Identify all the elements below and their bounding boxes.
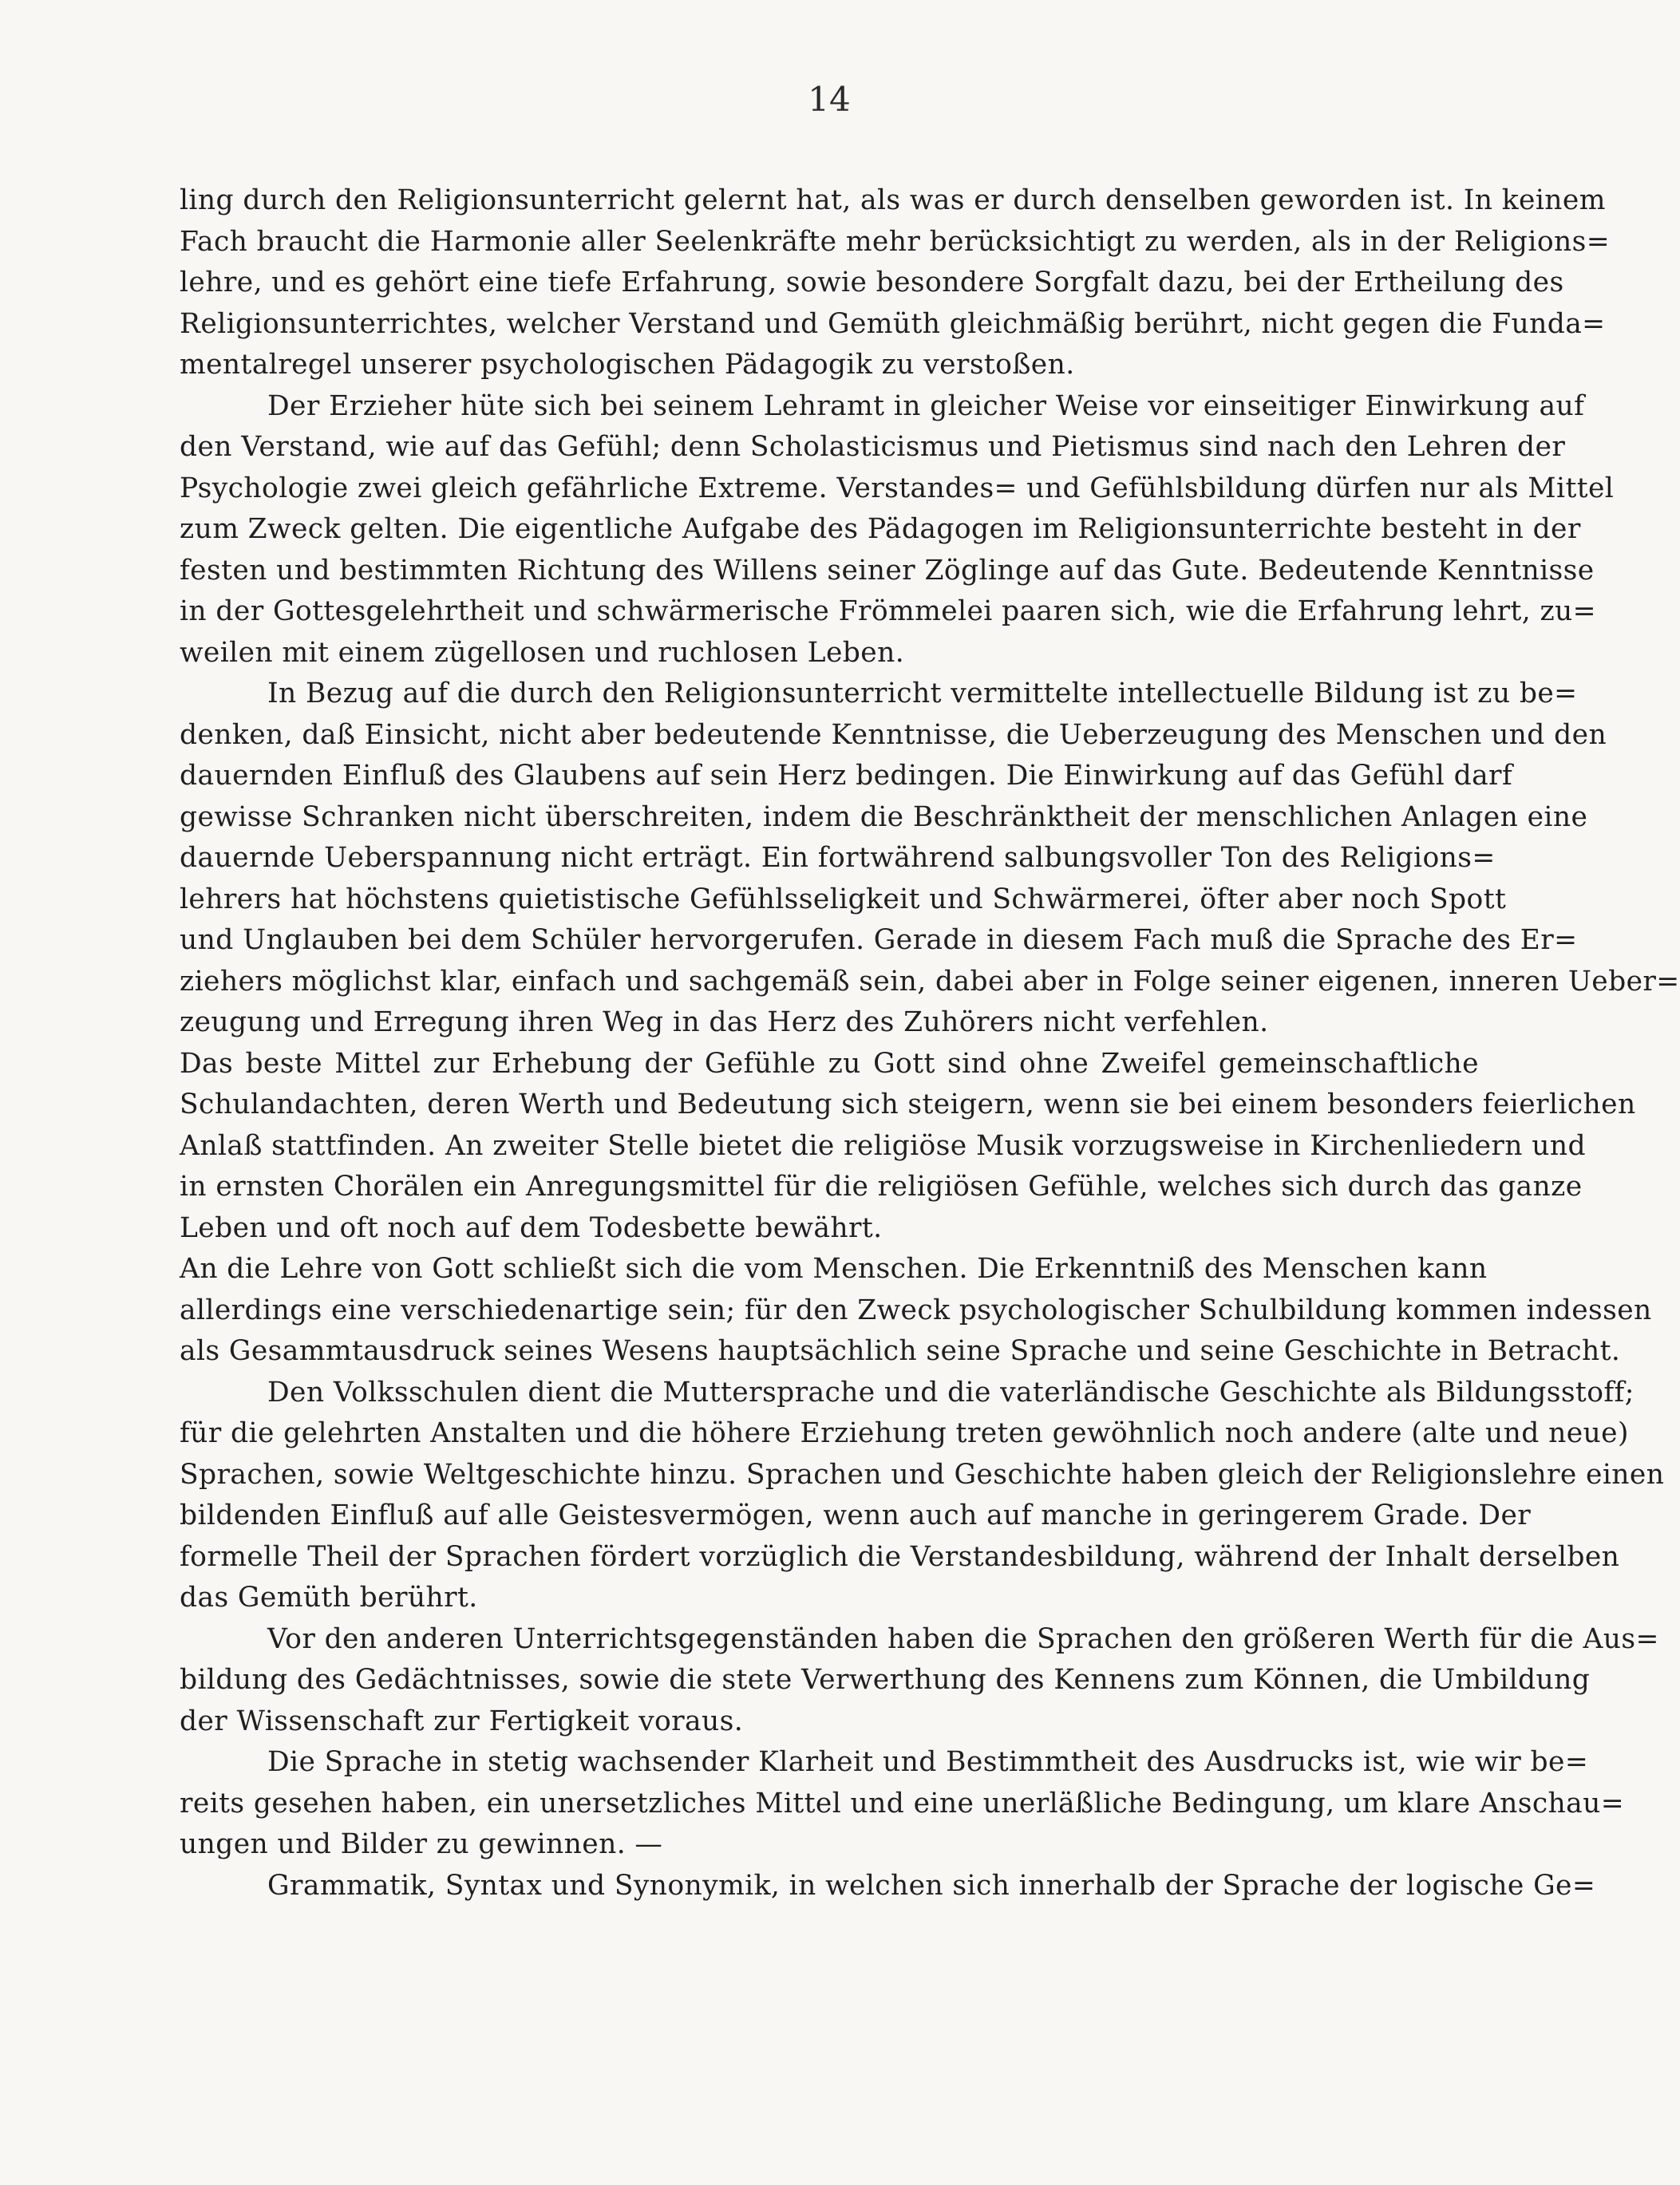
text-line: ungen und Bilder zu gewinnen. —: [180, 1828, 663, 1860]
text-line: Religionsunterrichtes, welcher Verstand und Gemüth gleichmäßig berührt, nicht gegen die Funda=: [180, 307, 1606, 340]
text-line: in der Gottesgelehrtheit und schwärmerische Frömmelei paaren sich, wie die Erfahrung lehrt, zu=: [180, 595, 1596, 627]
text-line: Der Erzieher hüte sich bei seinem Lehramt in gleicher Weise vor einseitiger Einwirkung auf: [267, 389, 1585, 422]
text-line: Sprachen, sowie Weltgeschichte hinzu. Sprachen und Geschichte haben gleich der Religionslehre einen: [180, 1458, 1665, 1491]
text-line: In Bezug auf die durch den Religionsunterricht vermittelte intellectuelle Bildung ist zu be=: [267, 678, 1578, 709]
page-number: 14: [808, 80, 851, 119]
text-line: und Unglauben bei dem Schüler hervorgerufen. Gerade in diesem Fach muß die Sprache des Er=: [180, 924, 1578, 956]
text-line: der Wissenschaft zur Fertigkeit voraus.: [180, 1705, 744, 1737]
text-line: das Gemüth berührt.: [180, 1582, 478, 1614]
text-line: zum Zweck gelten. Die eigentliche Aufgabe des Pädagogen im Religionsunterrichte besteht in der: [180, 513, 1581, 545]
text-line: ling durch den Religionsunterricht gelernt hat, als was er durch denselben geworden ist. In keinem: [180, 184, 1606, 216]
text-line: weilen mit einem zügellosen und ruchlosen Leben.: [180, 636, 905, 669]
text-line: Das beste Mittel zur Erhebung der Gefühle zu Gott sind ohne Zweifel gemeinschaftliche: [180, 1047, 1479, 1080]
text-line: Schulandachten, deren Werth und Bedeutung sich steigern, wenn sie bei einem besonders feierlichen: [180, 1089, 1636, 1120]
text-line: Vor den anderen Unterrichtsgegenständen haben die Sprachen den größeren Werth für die Aus=: [267, 1622, 1659, 1655]
text-line: dauernde Ueberspannung nicht erträgt. Ein fortwährend salbungsvoller Ton des Religions=: [180, 842, 1496, 874]
text-line: als Gesammtausdruck seines Wesens hauptsächlich seine Sprache und seine Geschichte in Betracht.: [180, 1335, 1621, 1367]
text-line: lehre, und es gehört eine tiefe Erfahrung, sowie besondere Sorgfalt dazu, bei der Ertheilung des: [180, 267, 1564, 298]
text-line: denken, daß Einsicht, nicht aber bedeutende Kenntnisse, die Ueberzeugung des Menschen und den: [180, 718, 1607, 751]
text-line: für die gelehrten Anstalten und die höhere Erziehung treten gewöhnlich noch andere (alte und neue): [180, 1417, 1629, 1449]
text-line: Fach braucht die Harmonie aller Seelenkräfte mehr berücksichtigt zu werden, als in der Religions=: [180, 225, 1611, 258]
text-line: allerdings eine verschiedenartige sein; für den Zweck psychologischer Schulbildung kommen indessen: [180, 1294, 1652, 1326]
text-line: formelle Theil der Sprachen fördert vorzüglich die Verstandesbildung, während der Inhalt derselben: [180, 1540, 1620, 1573]
text-line: lehrers hat höchstens quietistische Gefühlsseligkeit und Schwärmerei, öfter aber noch Spott: [180, 883, 1507, 915]
text-line: Den Volksschulen dient die Muttersprache und die vaterländische Geschichte als Bildungsstoff;: [267, 1376, 1635, 1409]
text-line: Psychologie zwei gleich gefährliche Extreme. Verstandes= und Gefühlsbildung dürfen nur als Mittel: [180, 472, 1615, 504]
text-line: reits gesehen haben, ein unersetzliches Mittel und eine unerläßliche Bedingung, um klare Anschau=: [180, 1787, 1625, 1820]
body-text: [180, 180, 1680, 1906]
text-line: mentalregel unserer psychologischen Pädagogik zu verstoßen.: [180, 349, 1075, 381]
text-line: Die Sprache in stetig wachsender Klarheit und Bestimmtheit des Ausdrucks ist, wie wir be=: [267, 1746, 1589, 1778]
text-line: bildenden Einfluß auf alle Geistesvermögen, wenn auch auf manche in geringerem Grade. Der: [180, 1499, 1532, 1531]
text-line: An die Lehre von Gott schließt sich die vom Menschen. Die Erkenntniß des Menschen kann: [180, 1253, 1488, 1285]
text-line: Leben und oft noch auf dem Todesbette bewährt.: [180, 1211, 883, 1244]
text-line: Anlaß stattfinden. An zweiter Stelle bietet die religiöse Musik vorzugsweise in Kirchenliedern und: [180, 1129, 1587, 1162]
text-line: den Verstand, wie auf das Gefühl; denn Scholasticismus und Pietismus sind nach den Lehren der: [180, 431, 1566, 463]
text-line: ziehers möglichst klar, einfach und sachgemäß sein, dabei aber in Folge seiner eigenen, inneren Ueber=: [180, 965, 1680, 998]
text-line: dauernden Einfluß des Glaubens auf sein Herz bedingen. Die Einwirkung auf das Gefühl darf: [180, 760, 1513, 792]
text-line: gewisse Schranken nicht überschreiten, indem die Beschränktheit der menschlichen Anlagen eine: [180, 800, 1588, 833]
text-line: in ernsten Chorälen ein Anregungsmittel für die religiösen Gefühle, welches sich durch das ganze: [180, 1171, 1583, 1203]
text-line: zeugung und Erregung ihren Weg in das Herz des Zuhörers nicht verfehlen.: [180, 1006, 1269, 1038]
text-line: bildung des Gedächtnisses, sowie die stete Verwerthung des Kennens zum Können, die Umbildung: [180, 1664, 1591, 1696]
text-line: festen und bestimmten Richtung des Willens seiner Zöglinge auf das Gute. Bedeutende Kenntnisse: [180, 554, 1595, 587]
text-line: Grammatik, Syntax und Synonymik, in welchen sich innerhalb der Sprache der logische Ge=: [267, 1869, 1596, 1902]
